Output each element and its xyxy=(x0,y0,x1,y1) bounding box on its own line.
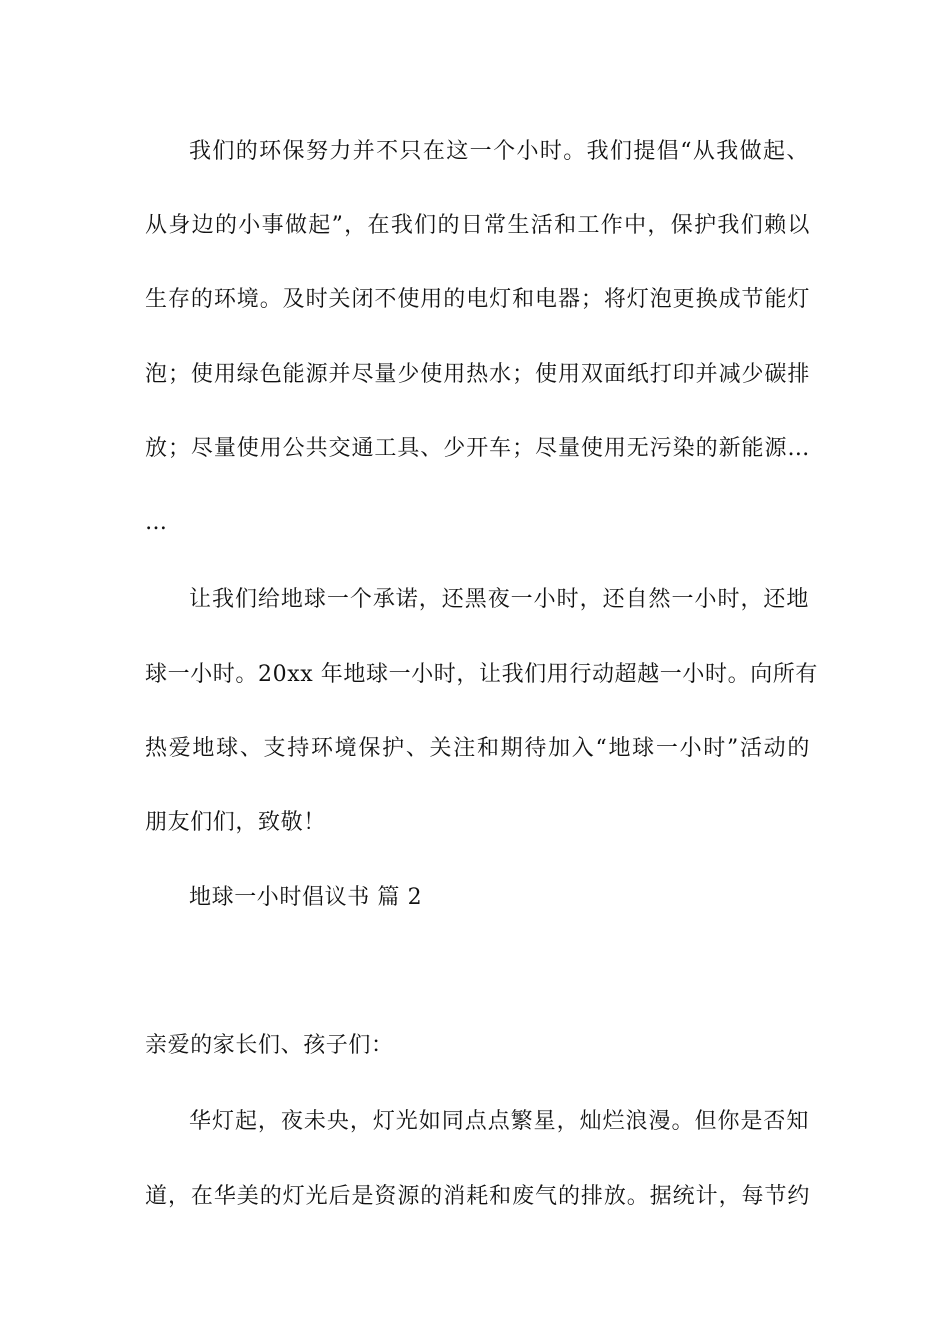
paragraph-3-line-1: 华灯起，夜未央，灯光如同点点繁星，灿烂浪漫。但你是否知 xyxy=(189,1109,809,1134)
paragraph-3-line-2: 道，在华美的灯光后是资源的消耗和废气的排放。据统计，每节约 xyxy=(145,1184,810,1209)
paragraph-2-line-4: 朋友们们，致敬！ xyxy=(145,810,326,835)
greeting: 亲爱的家长们、孩子们： xyxy=(145,1033,394,1058)
paragraph-1-line-6: … xyxy=(145,510,168,535)
paragraph-1-line-2: 从身边的小事做起”，在我们的日常生活和工作中，保护我们赖以 xyxy=(145,213,810,238)
paragraph-2-line-3: 热爱地球、支持环境保护、关注和期待加入“地球一小时”活动的 xyxy=(145,736,810,761)
paragraph-1-line-5: 放；尽量使用公共交通工具、少开车；尽量使用无污染的新能源… xyxy=(145,436,810,461)
paragraph-2-line-2: 球一小时。20xx 年地球一小时，让我们用行动超越一小时。向所有 xyxy=(145,662,819,687)
paragraph-1-line-1: 我们的环保努力并不只在这一个小时。我们提倡“从我做起、 xyxy=(189,139,809,164)
paragraph-2-line-1: 让我们给地球一个承诺，还黑夜一小时，还自然一小时，还地 xyxy=(189,587,809,612)
paragraph-1-line-4: 泡；使用绿色能源并尽量少使用热水；使用双面纸打印并减少碳排 xyxy=(145,362,810,387)
paragraph-1-line-3: 生存的环境。及时关闭不使用的电灯和电器；将灯泡更换成节能灯 xyxy=(145,287,810,312)
section-title: 地球一小时倡议书 篇 2 xyxy=(189,885,423,910)
